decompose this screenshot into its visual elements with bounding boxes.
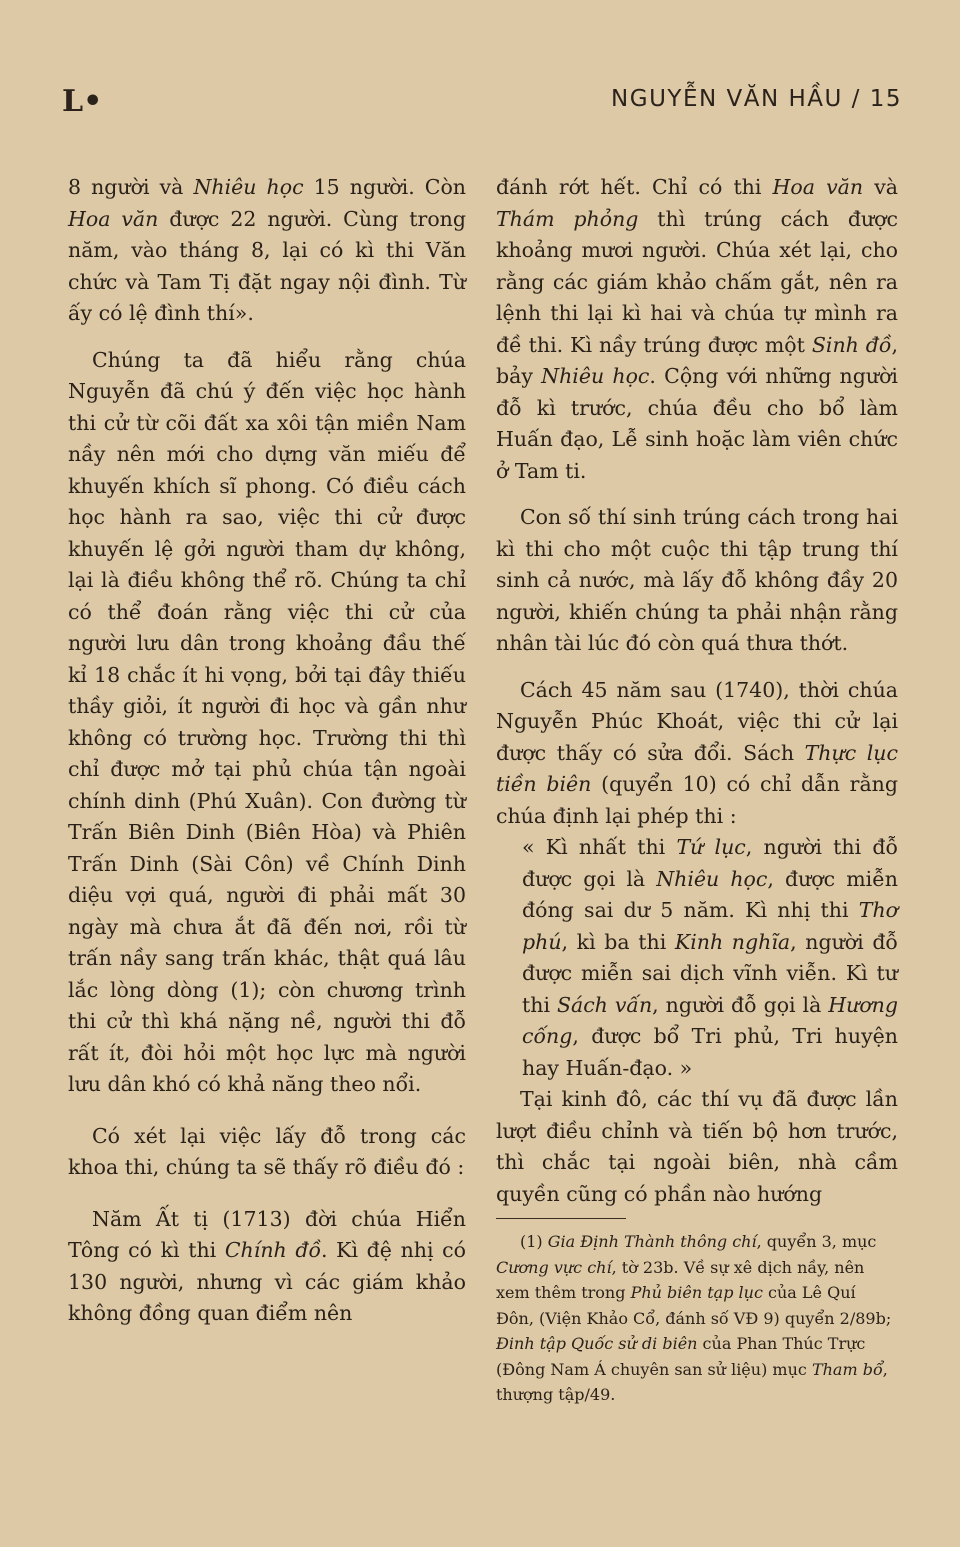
paragraph-8: Tại kinh đô, các thí vụ đã được lần lượt điều chỉnh và tiến bộ hơn trước, thì chắc tại ngoài biên, nhà cầm quyền cũng có phần nào hướng	[496, 1087, 898, 1206]
paragraph-4: Năm Ất tị (1713) đời chúa Hiển Tông có kì thi Chính đồ. Kì đệ nhị có 130 người, nhưng vì các giám khảo không đồng quan điểm nên	[68, 1206, 466, 1325]
paragraph-2: Chúng ta đã hiểu rằng chúa Nguyễn đã chú ý đến việc học hành thi cử từ cõi đất xa xôi tận miền Nam nầy nên mới cho dựng văn miếu để khuyến khích sĩ phong. Có điều cách học hành ra sao, việc thi cử được khuyến lệ gởi người tham dự không, lại là điều không thể rõ. Chúng ta chỉ có thể đoán rằng việc thi cử của người lưu dân trong khoảng đầu thế kỉ 18 chắc ít hi vọng, bởi tại đây thiếu thầy giỏi, ít người đi học và gần như không có trường học. Trường thi thì chỉ được mở tại phủ chúa tận ngoài chính dinh (Phú Xuân). Con đường từ Trấn Biên Dinh (Biên Hòa) và Phiên Trấn Dinh (Sài Côn) về Chính Dinh diệu vợi quá, người đi phải mất 30 ngày mà chưa ắt đã đến nơi, rồi từ trấn nầy sang trấn khác, thật quá lâu lắc lòng dòng (1); còn chương trình thi cử thì khá nặng nề, người thi đỗ rất ít, đòi hỏi một học lực mà người lưu dân khó có khả năng theo nổi.	[68, 347, 466, 1096]
quotation-block: « Kì nhất thi Tứ lục, người thi đỗ được gọi là Nhiêu học, được miễn đóng sai dư 5 năm. Kì nhị thi Thơ phú, kì ba thi Kinh nghĩa, người đỗ được miễn sai dịch vĩnh viễn. Kì tư thi Sách vấn, người đỗ gọi là Hương cống, được bổ Tri phủ, Tri huyện hay Huấn-đạo. »	[522, 835, 899, 1080]
paragraph-5: đánh rớt hết. Chỉ có thi Hoa văn và Thám phỏng thì trúng cách được khoảng mươi người. Chúa xét lại, cho rằng các giám khảo chấm gắt, nên ra lệnh thi lại kì hai và chúa tự mình ra đề thi. Kì nầy trúng được một Sinh đồ, bảy Nhiêu học. Cộng với những người đỗ kì trước, chúa đều cho bổ làm Huấn đạo, Lễ sinh hoặc làm viên chức ở Tam ti.	[496, 175, 898, 483]
page-corner-mark: L•	[62, 84, 103, 119]
footnote: (1) Gia Định Thành thông chí, quyển 3, mục Cương vực chí, tờ 23b. Về sự xê dịch nầy, nên xem thêm trong Phủ biên tạp lục của Lê Quí Đôn, (Viện Khảo Cổ, đánh số VĐ 9) quyển 2/89b; Đinh tập Quốc sử di biên của Phan Thúc Trực (Đông Nam Á chuyên san sử liệu) mục Tham bổ, thượng tập/49.	[496, 1232, 892, 1404]
running-header: NGUYỄN VĂN HẦU / 15	[611, 86, 902, 112]
paragraph-7: Cách 45 năm sau (1740), thời chúa Nguyễn Phúc Khoát, việc thi cử lại được thấy có sửa đổi. Sách Thực lục tiền biên (quyển 10) có chỉ dẫn rằng chúa định lại phép thi :	[496, 677, 899, 828]
footnote-divider	[496, 1218, 626, 1219]
paragraph-3: Có xét lại việc lấy đỗ trong các khoa thi, chúng ta sẽ thấy rõ điều đó :	[68, 1123, 466, 1179]
paragraph-6: Con số thí sinh trúng cách trong hai kì thi cho một cuộc thi tập trung thí sinh cả nước, mà lấy đỗ không đầy 20 người, khiến chúng ta phải nhận rằng nhân tài lúc đó còn quá thưa thớt.	[496, 505, 898, 655]
right-column	[496, 172, 898, 1408]
left-column	[68, 172, 466, 1330]
paragraph-1: 8 người và Nhiêu học 15 người. Còn Hoa văn được 22 người. Cùng trong năm, vào tháng 8, lại có kì thi Văn chức và Tam Tị đặt ngay nội đình. Từ ấy có lệ đình thí».	[68, 175, 467, 325]
